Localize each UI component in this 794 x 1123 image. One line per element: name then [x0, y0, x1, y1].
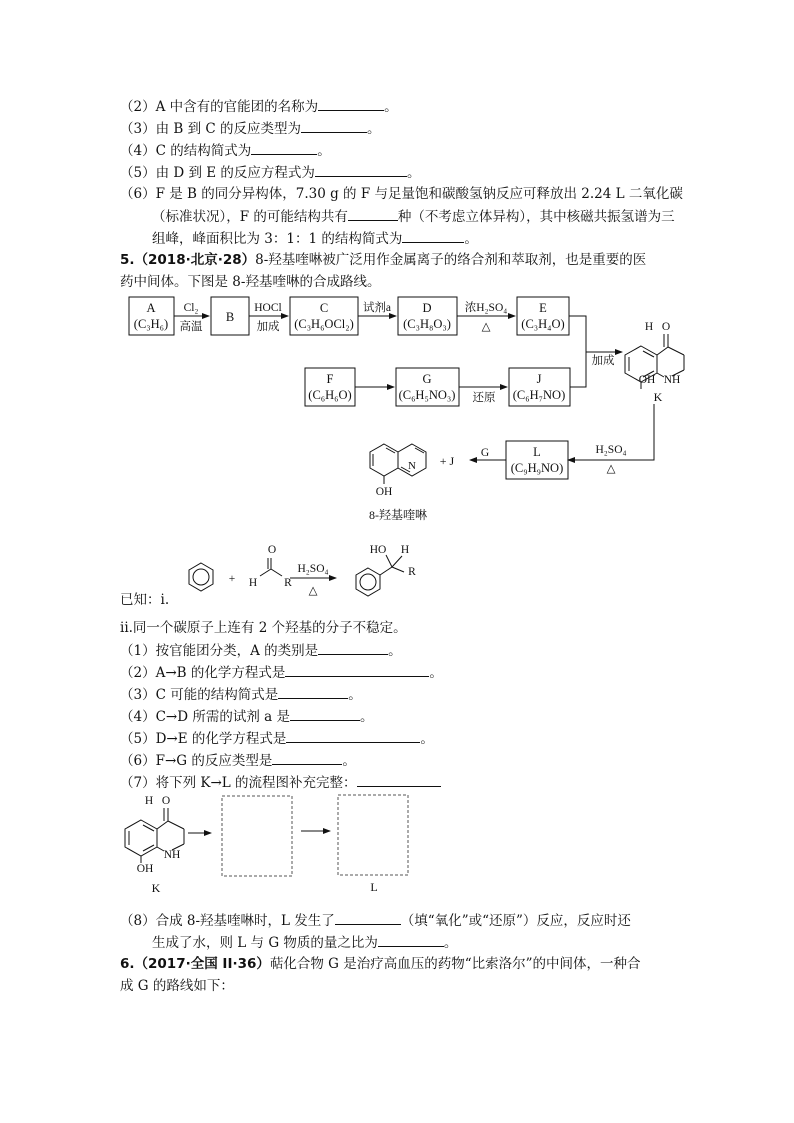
product-R: R	[408, 566, 416, 578]
K-flow-OH: OH	[136, 863, 154, 875]
formula-L: (C₉H₉NO)	[510, 461, 564, 475]
formula-A: (C₃H₆)	[133, 317, 169, 331]
period: 。	[348, 687, 362, 703]
answer-blank[interactable]	[278, 684, 348, 699]
label-B: B	[225, 310, 235, 324]
item-text: （5）D→E 的化学方程式是	[120, 731, 287, 747]
formula-G: (C₆H₅NO₃)	[398, 388, 456, 402]
item-text: （3）C 可能的结构简式是	[120, 687, 279, 703]
flow-label-L: L	[370, 880, 378, 894]
product-HO: HO	[369, 544, 387, 556]
q6-stem-line2	[120, 976, 234, 996]
period: 。	[443, 935, 458, 951]
cond-gj: 还原	[472, 392, 496, 404]
formula-C: (C₃H₆OCl₂)	[294, 317, 354, 331]
atom-O: O	[267, 544, 277, 556]
product-name: 8-羟基喹啉	[369, 508, 427, 522]
K-flow-H: H	[144, 795, 154, 807]
cond-kl-bot: △	[606, 463, 616, 475]
quinoline-OH: OH	[375, 486, 393, 498]
known-ii	[120, 618, 407, 638]
q5-item5	[120, 728, 434, 749]
q5-item8-line1	[120, 910, 631, 931]
label-L: L	[533, 445, 541, 459]
answer-blank[interactable]	[272, 750, 342, 765]
quinoline-N: N	[408, 460, 416, 472]
K-flow-NH: NH	[163, 849, 181, 861]
structure-8-hydroxyquinoline	[370, 444, 426, 484]
K-atom-H: H	[644, 321, 654, 333]
q4-part6-text: 种（不考虑立体异构），其中核磁共振氢谱为三	[397, 209, 675, 225]
known-label-text: 已知：i.	[120, 592, 170, 608]
q6-stem-text: 萜化合物 G 是治疗高血压的药物“比索洛尔”的中间体，一种合	[269, 956, 641, 972]
K-atom-OH: OH	[638, 374, 656, 386]
label-D: D	[422, 301, 432, 315]
cond-ab-bot: 高温	[179, 321, 203, 333]
cond-ek: 加成	[591, 355, 615, 367]
item-text: （7）将下列 K→L 的流程图补充完整：	[120, 775, 357, 791]
answer-blank[interactable]	[286, 728, 420, 743]
q4-part2-text: （2）A 中含有的官能团的名称为	[120, 99, 319, 115]
answer-blank[interactable]	[290, 706, 360, 721]
formula-F: (C₆H₆O)	[308, 388, 352, 402]
q6-stem-text: 成 G 的路线如下：	[120, 978, 234, 994]
cond-top: H₂SO₄	[297, 563, 329, 575]
K-atom-NH: NH	[663, 374, 681, 386]
cond-lg: G	[480, 447, 490, 459]
item-text: （1）按官能团分类，A 的类别是	[120, 643, 319, 659]
period: 。	[384, 99, 398, 115]
product-H: H	[400, 544, 410, 556]
period: 。	[359, 709, 374, 725]
answer-blank[interactable]	[378, 932, 444, 947]
known-ii-text: ii.同一个碳原子上连有 2 个羟基的分子不稳定。	[120, 620, 407, 636]
label-G: G	[422, 372, 432, 386]
q5-item6	[120, 750, 356, 771]
question-number: 5.（2018·北京·28）	[120, 252, 256, 268]
period: 。	[406, 165, 421, 181]
period: 。	[342, 753, 356, 769]
period: 。	[367, 121, 381, 137]
cond-de-bot: △	[481, 321, 491, 333]
answer-blank[interactable]	[318, 640, 388, 655]
label-K: K	[653, 390, 663, 404]
item-text: （6）F→G 的反应类型是	[120, 753, 273, 769]
cond-cd-top: 试剂a	[362, 302, 392, 314]
q5-item4	[120, 706, 373, 727]
answer-blank[interactable]	[285, 662, 429, 677]
K-flow-O: O	[161, 795, 171, 807]
q4-part5-text: （5）由 D 到 E 的反应方程式为	[120, 165, 315, 181]
flow-box-1	[222, 796, 292, 876]
item-text: （8）合成 8-羟基喹啉时，L 发生了	[120, 913, 335, 929]
label-J: J	[536, 372, 542, 386]
q5-stem-text: 药中间体。下图是 8-羟基喹啉的合成路线。	[120, 274, 381, 290]
plus-J: + J	[439, 454, 455, 468]
q5-item8-line2	[152, 932, 457, 953]
cond-bot: △	[308, 585, 318, 597]
formula-J: (C₆H₇NO)	[512, 388, 566, 402]
label-F: F	[326, 372, 334, 386]
cond-ab-top: Cl₂	[183, 302, 199, 314]
K-atom-O: O	[661, 321, 671, 333]
question-number: 6.（2017·全国 II·36）	[120, 956, 270, 972]
synthesis-scheme	[0, 0, 794, 540]
label-E: E	[539, 301, 547, 315]
item-text: （填“氧化”或“还原”）反应，反应时还	[400, 913, 631, 929]
cond-de-top: 浓H₂SO₄	[464, 302, 508, 314]
q4-part4-text: （4）C 的结构简式为	[120, 143, 252, 159]
plus-sign: +	[228, 573, 236, 585]
period: 。	[317, 143, 331, 159]
q5-item3	[120, 684, 362, 705]
k-to-l-flow	[0, 780, 794, 900]
aldehyde-bond	[260, 569, 271, 576]
atom-H: H	[248, 577, 258, 589]
q4-part6-text: （标准状况），F 的可能结构共有	[152, 209, 348, 225]
q5-stem-text: 8-羟基喹啉被广泛用作金属离子的络合剂和萃取剂，也是重要的医	[255, 252, 647, 268]
period: 。	[464, 231, 478, 247]
q5-item1	[120, 640, 402, 661]
period: 。	[420, 731, 434, 747]
formula-E: (C₃H₄O)	[521, 317, 565, 331]
q5-item2	[120, 662, 443, 683]
flow-label-K: K	[151, 881, 161, 895]
atom-R: R	[284, 577, 292, 589]
period: 。	[388, 643, 402, 659]
q4-part6-text: 组峰，峰面积比为 3：1：1 的结构简式为	[152, 231, 403, 247]
item-text: （2）A→B 的化学方程式是	[120, 665, 286, 681]
cond-bc-bot: 加成	[256, 321, 280, 333]
q4-part6-text: （6）F 是 B 的同分异构体，7.30 g 的 F 与足量饱和碳酸氢钠反应可释放出 2.24 L 二氧化碳	[120, 186, 683, 202]
item-text: 生成了水，则 L 与 G 物质的量之比为	[152, 935, 378, 951]
bracket-ej	[569, 316, 586, 387]
flow-box-2	[338, 795, 408, 875]
period: 。	[429, 665, 443, 681]
known-label	[120, 590, 169, 610]
cond-bc-top: HOCl	[254, 302, 282, 314]
item-text: （4）C→D 所需的试剂 a 是	[120, 709, 290, 725]
label-A: A	[146, 301, 156, 315]
label-C: C	[319, 301, 329, 315]
q4-part3-text: （3）由 B 到 C 的反应类型为	[120, 121, 302, 137]
formula-D: (C₃H₈O₃)	[403, 317, 451, 331]
answer-blank[interactable]	[335, 910, 401, 925]
cond-kl-top: H₂SO₄	[595, 444, 627, 456]
q6-stem-line1	[120, 954, 641, 974]
